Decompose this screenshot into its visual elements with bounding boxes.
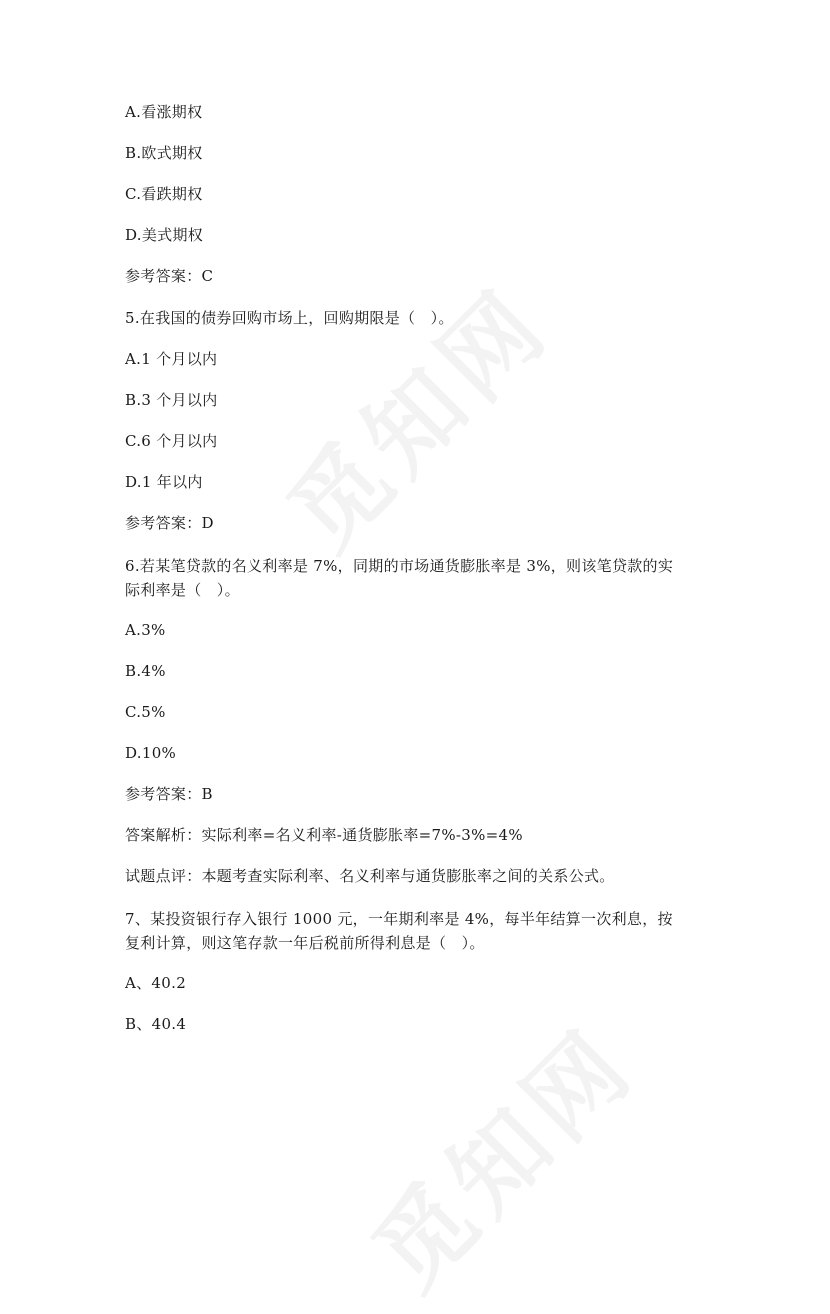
watermark (338, 993, 660, 1314)
option-a: A.1 个月以内 (125, 350, 218, 368)
question-comment: 试题点评：本题考查实际利率、名义利率与通货膨胀率之间的关系公式。 (125, 867, 615, 885)
option-b: B.欧式期权 (125, 144, 203, 162)
reference-answer: 参考答案：C (125, 267, 214, 285)
option-d: D.1 年以内 (125, 473, 203, 491)
option-b: B、40.4 (125, 1015, 187, 1033)
question-6-line-2: 际利率是（ ）。 (125, 581, 240, 599)
reference-answer: 参考答案：B (125, 785, 213, 803)
option-c: C.6 个月以内 (125, 432, 218, 450)
option-a: A.3% (125, 621, 166, 639)
option-d: D.10% (125, 744, 177, 762)
option-d: D.美式期权 (125, 226, 204, 244)
watermark (253, 253, 575, 575)
option-b: B.3 个月以内 (125, 391, 218, 409)
option-c: C.看跌期权 (125, 185, 203, 203)
question-7-line-2: 复利计算，则这笔存款一年后税前所得利息是（ ）。 (125, 934, 485, 952)
question-7-line-1: 7、某投资银行存入银行 1000 元，一年期利率是 4%，每半年结算一次利息，按 (125, 910, 673, 928)
answer-analysis: 答案解析：实际利率=名义利率-通货膨胀率=7%-3%=4% (125, 826, 523, 844)
option-a: A、40.2 (125, 974, 187, 992)
reference-answer: 参考答案：D (125, 514, 214, 532)
question-5: 5.在我国的债券回购市场上，回购期限是（ ）。 (125, 309, 454, 327)
option-a: A.看涨期权 (125, 103, 203, 121)
option-c: C.5% (125, 703, 166, 721)
question-6-line-1: 6.若某笔贷款的名义利率是 7%，同期的市场通货膨胀率是 3%，则该笔贷款的实 (125, 557, 674, 575)
option-b: B.4% (125, 662, 166, 680)
